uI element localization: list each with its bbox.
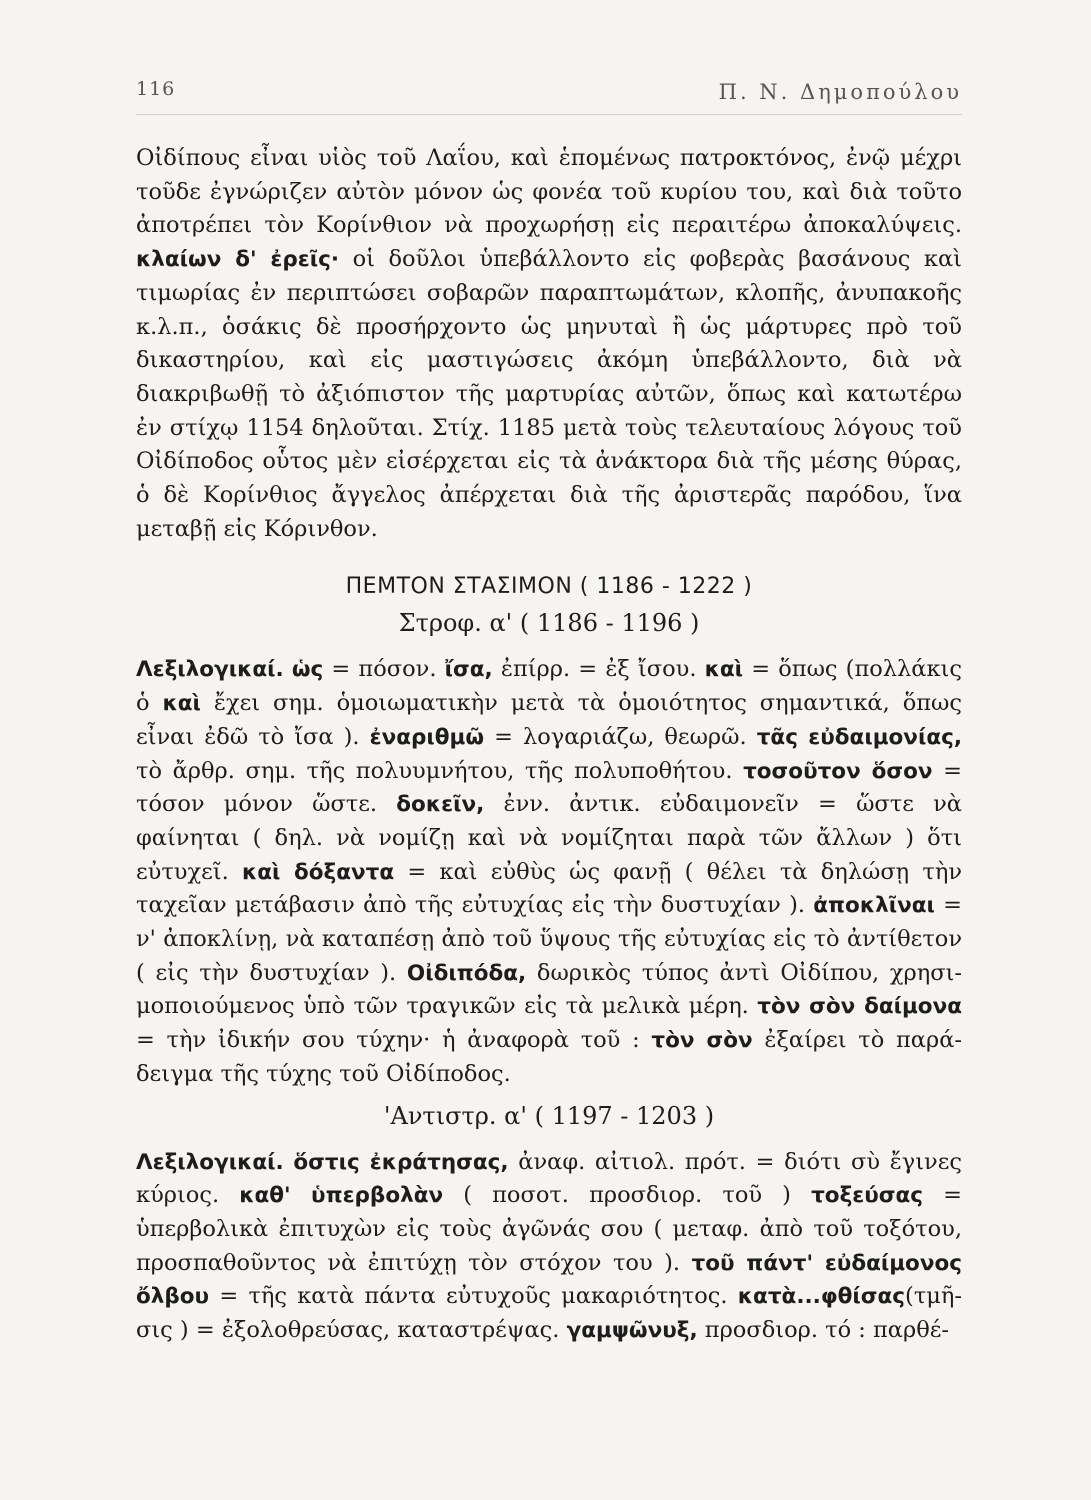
lemma: τὸν σὸν bbox=[651, 1028, 753, 1054]
lemma: Οἰδιπόδα, bbox=[406, 960, 527, 986]
text-run: προσδιορ. τό : παρθέ- bbox=[697, 1317, 950, 1344]
lemma: δοκεῖν, bbox=[396, 792, 485, 818]
text-run: ἐνν. ἀντικ. εὐδαιμονεῖν = ὥστε νὰ φαίνηται ( δηλ. νὰ νομίζῃ καὶ νὰ νομίζηται παρὰ τῶν ἄλλων ) ὅτι εὐτυχεῖ. bbox=[136, 791, 962, 885]
text-run: = καὶ εὐθὺς ὡς φανῇ ( θέλει τὰ δηλώσῃ τὴν ταχεῖαν μετάβασιν ἀπὸ τῆς εὐτυχίας εἰς τὴν δυστυχίαν ). bbox=[136, 858, 962, 919]
text-run: τὸ ἄρθρ. σημ. τῆς πολυυμνήτου, τῆς πολυποθήτου. bbox=[136, 757, 744, 784]
lemma: τὸν σὸν δαίμονα bbox=[757, 994, 962, 1020]
page-header bbox=[136, 74, 962, 115]
text-run: = λογαριάζω, θεωρῶ. bbox=[484, 723, 757, 750]
antistrophe-paragraph bbox=[136, 1146, 962, 1348]
lemma: τοῦ πάντ' εὐδαίμονος ὄλβου bbox=[136, 1250, 962, 1310]
lemma: ἀποκλῖναι bbox=[813, 893, 935, 919]
text-run: ἀναφ. αἰτιολ. πρότ. = διότι σὺ ἔγινες κύριος. bbox=[136, 1148, 962, 1209]
lemma: Λεξιλογικαί. bbox=[136, 1149, 284, 1175]
text-run: ἐξαίρει τὸ παράδειγμα τῆς τύχης τοῦ Οἰδίποδος. bbox=[136, 1027, 962, 1087]
section-title: ΠΕΜΤΟΝ ΣΤΑΣΙΜΟΝ ( 1186 - 1222 ) bbox=[345, 574, 753, 600]
text-run: = τόσον μόνον ὥστε. bbox=[136, 757, 963, 818]
text-run: = πόσον. bbox=[323, 656, 445, 683]
text-run: = ὑπερβολικὰ ἐπιτυχὼν εἰς τοὺς ἀγῶνάς σου ( μεταφ. ἀπὸ τοῦ τοξότου, προσπαθοῦντος νὰ ἐπιτύχῃ τὸν στόχον του ). bbox=[136, 1182, 962, 1276]
strophe-paragraph bbox=[136, 653, 962, 1091]
page-number: 116 bbox=[136, 78, 176, 100]
text-run: ἐπίρρ. = ἐξ ἴσου. bbox=[492, 656, 705, 683]
strophe-title: Στροφ. α' ( 1186 - 1196 ) bbox=[398, 609, 700, 638]
page-body bbox=[136, 142, 962, 1348]
text-run: = τὴν ἰδικήν σου τύχην· ἡ ἀναφορὰ τοῦ : bbox=[136, 1027, 652, 1054]
lemma: καθ' ὑπερβολὰν bbox=[239, 1183, 444, 1209]
text-run: = τῆς κατὰ πάντα εὐτυχοῦς μακαριότητος. bbox=[209, 1283, 738, 1310]
running-head: Π. Ν. Δημοπούλου bbox=[718, 80, 962, 104]
lemma: καὶ bbox=[704, 657, 744, 683]
text-run: δωρικὸς τύπος ἀντὶ Οἰδίπου, χρησιμοποιούμενος ὑπὸ τῶν τραγικῶν εἰς τὰ μελικὰ μέρη. bbox=[136, 959, 962, 1020]
lemma: τοξεύσας bbox=[811, 1183, 924, 1209]
lemma: ἴσα, bbox=[444, 657, 493, 683]
lemma: καὶ bbox=[162, 691, 201, 717]
text-run: οἱ δοῦλοι ὑπεβάλλοντο εἰς φοβερὰς βασάνους καὶ τιμωρίας ἐν περιπτώσει σοβαρῶν παραπτωμάτων, κλοπῆς, ἀνυπακοῆς κ.λ.π., ὁσάκις δὲ προσήρχοντο ὡς μηνυταὶ ἢ ὡς μάρτυρες πρὸ τοῦ δικαστηρίου, καὶ εἰς μαστιγώσεις ἀκόμη ὑπεβάλλοντο, διὰ νὰ διακριβωθῇ τὸ ἀξιόπιστον τῆς μαρτυρίας αὐτῶν, ὅπως καὶ κατωτέρω ἐν στίχῳ 1154 δηλοῦται. Στίχ. 1185 μετὰ τοὺς τελευταίους λόγους τοῦ Οἰδίποδος οὗτος μὲν εἰσέρχεται εἰς τὰ ἀνάκτορα διὰ τῆς μέσης θύρας, ὁ δὲ Κορίνθιος ἄγγελος ἀπέρχεται διὰ τῆς ἀριστερᾶς παρόδου, ἵνα μεταβῇ εἰς Κόρινθον. bbox=[136, 246, 962, 542]
lemma: κλαίων δ' ἐρεῖς· bbox=[136, 247, 340, 273]
text-run: ( ποσοτ. προσδιορ. τοῦ ) bbox=[443, 1182, 812, 1209]
text-run: (τμῆσις ) = ἐξολοθρεύσας, καταστρέψας. bbox=[136, 1283, 962, 1344]
text-run: Οἰδίπους εἶναι υἱὸς τοῦ Λαΐου, καὶ ἑπομένως πατροκτόνος, ἐνῷ μέχρι τοῦδε ἐγνώριζεν αὐτὸν μόνον ὡς φονέα τοῦ κυρίου του, καὶ διὰ τοῦτο ἀποτρέπει τὸν Κορίνθιον νὰ προχωρήσῃ εἰς περαιτέρω ἀποκαλύψεις. bbox=[136, 145, 962, 239]
lemma: γαμψῶνυξ, bbox=[566, 1318, 698, 1344]
lemma: ὡς bbox=[291, 657, 324, 683]
lemma: τοσοῦτον ὅσον bbox=[743, 758, 933, 784]
lemma: ἐναριθμῶ bbox=[369, 724, 485, 750]
text-run: ἔχει σημ. ὁμοιωματικὴν μετὰ τὰ ὁμοιότητος σημαντικά, ὅπως εἶναι ἐδῶ τὸ ἴσα ). bbox=[136, 690, 962, 750]
lemma: ὅστις ἐκράτησας, bbox=[293, 1149, 509, 1175]
text-run: = ν' ἀποκλίνῃ, νὰ καταπέσῃ ἀπὸ τοῦ ὕψους τῆς εὐτυχίας εἰς τὸ ἀντίθετον ( εἰς τὴν δυστυχίαν ). bbox=[136, 892, 962, 986]
text-run: = ὅπως (πολλάκις ὁ bbox=[136, 656, 962, 717]
antistrophe-title: 'Αντιστρ. α' ( 1197 - 1203 ) bbox=[383, 1101, 715, 1130]
intro-paragraph bbox=[136, 142, 962, 546]
lemma: Λεξιλογικαί. bbox=[136, 657, 284, 683]
lemma: τᾶς εὐδαιμονίας, bbox=[756, 724, 963, 750]
lemma: καὶ δόξαντα bbox=[241, 859, 395, 885]
lemma: κατὰ...φθίσας bbox=[737, 1284, 906, 1310]
